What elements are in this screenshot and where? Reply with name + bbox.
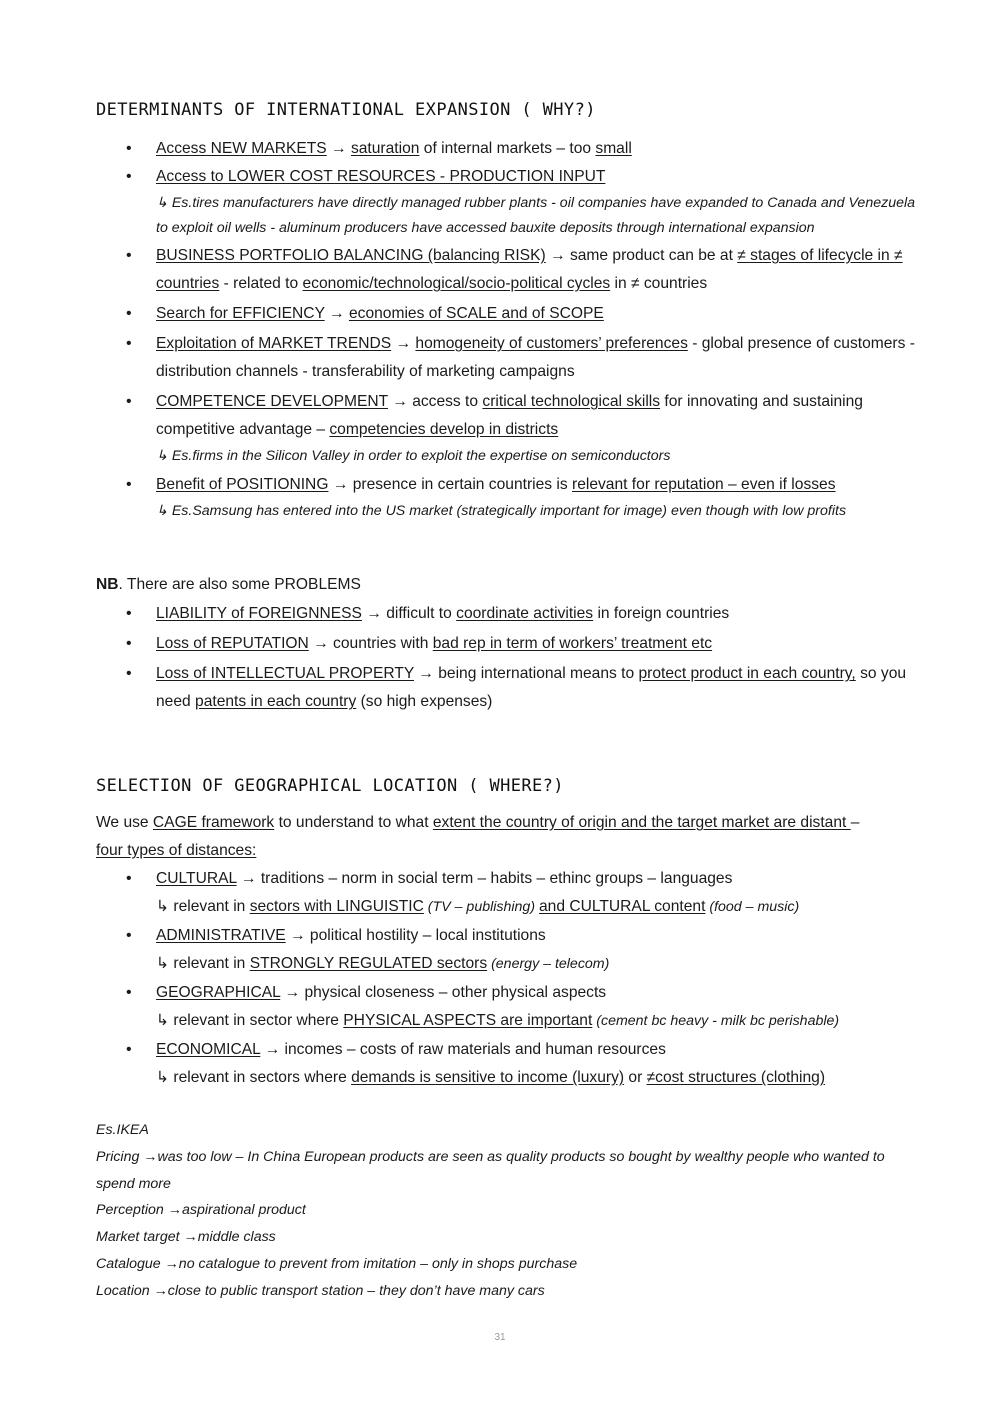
cage-list (96, 865, 916, 1092)
list-item: • Exploitation of MARKET TRENDS → homogeneity of customers’ preferences - global presence of customers - distribution channels - transferability of marketing campaigns (96, 330, 916, 386)
section-heading-where: SELECTION OF GEOGRAPHICAL LOCATION ( WHERE?) (96, 776, 564, 796)
list-item: • Access NEW MARKETS → saturation of internal markets – too small (96, 135, 916, 163)
list-item: • BUSINESS PORTFOLIO BALANCING (balancing RISK) → same product can be at ≠ stages of lifecycle in ≠ countries - related to economic/technological/socio-political cycles in ≠ countries (96, 242, 916, 298)
page-number: 31 (494, 1332, 506, 1343)
list-item: • Loss of REPUTATION → countries with bad rep in term of workers’ treatment etc (96, 630, 916, 658)
list-item: • COMPETENCE DEVELOPMENT → access to critical technological skills for innovating and sustaining competitive advantage – competencies develop in districts ↳ Es.firms in the Silicon Valley in order to exploit the expertise on semiconductors (96, 388, 916, 469)
relevance-line: ↳ relevant in sectors with LINGUISTIC (TV – publishing) and CULTURAL content (food – music) (156, 898, 800, 915)
list-item: • ECONOMICAL → incomes – costs of raw materials and human resources ↳ relevant in sectors where demands is sensitive to income (luxury) or ≠cost structures (clothing) (96, 1036, 916, 1092)
relevance-line: ↳ relevant in STRONGLY REGULATED sectors (energy – telecom) (156, 955, 610, 972)
list-item: • Search for EFFICIENCY → economies of SCALE and of SCOPE (96, 300, 916, 328)
determinants-list (96, 135, 916, 523)
list-item: • GEOGRAPHICAL → physical closeness – other physical aspects ↳ relevant in sector where PHYSICAL ASPECTS are important (cement bc heavy - milk bc perishable) (96, 979, 916, 1035)
ikea-line: Perception →aspirational product (96, 1202, 306, 1219)
list-item: • Access to LOWER COST RESOURCES - PRODUCTION INPUT ↳ Es.tires manufacturers have directly managed rubber plants - oil companies have expanded to Canada and Venezuela to exploit oil wells - aluminum producers have accessed bauxite deposits through international expansion (96, 163, 916, 240)
relevance-line: ↳ relevant in sector where PHYSICAL ASPECTS are important (cement bc heavy - milk bc perishable) (156, 1012, 840, 1029)
example-note: ↳ Es.Samsung has entered into the US market (strategically important for image) even though with low profits (156, 502, 847, 519)
ikea-line: Catalogue →no catalogue to prevent from imitation – only in shops purchase (96, 1255, 578, 1272)
ikea-example (96, 1117, 896, 1305)
section-heading-why: DETERMINANTS OF INTERNATIONAL EXPANSION ( WHY?) (96, 100, 596, 120)
relevance-line: ↳ relevant in sectors where demands is sensitive to income (luxury) or ≠cost structures (clothing) (156, 1069, 826, 1086)
ikea-line: Location →close to public transport station – they don’t have many cars (96, 1282, 545, 1299)
list-item: • CULTURAL → traditions – norm in social term – habits – ethinc groups – languages ↳ relevant in sectors with LINGUISTIC (TV – publishing) and CULTURAL content (food – music) (96, 865, 916, 921)
problems-list (96, 600, 916, 716)
list-item: • ADMINISTRATIVE → political hostility – local institutions ↳ relevant in STRONGLY REGULATED sectors (energy – telecom) (96, 922, 916, 978)
ikea-line: Market target →middle class (96, 1229, 276, 1246)
example-note: ↳ Es.firms in the Silicon Valley in order to exploit the expertise on semiconductors (156, 448, 671, 464)
list-item: • Loss of INTELLECTUAL PROPERTY → being international means to protect product in each country, so you need patents in each country (so high expenses) (96, 660, 916, 716)
list-item: • Benefit of POSITIONING → presence in certain countries is relevant for reputation – even if losses ↳ Es.Samsung has entered into the US market (strategically important for image) even though with low profits (96, 471, 916, 524)
cage-intro: We use CAGE framework to understand to what extent the country of origin and the target market are distant – four types of distances: (96, 814, 860, 859)
example-note: ↳ Es.tires manufacturers have directly managed rubber plants - oil companies have expanded to Canada and Venezuela to exploit oil wells - aluminum producers have accessed bauxite deposits through international expansion (156, 195, 916, 236)
nb-paragraph: NB. There are also some PROBLEMS (96, 576, 361, 593)
list-item: • LIABILITY of FOREIGNNESS → difficult to coordinate activities in foreign countries (96, 600, 916, 628)
ikea-title: Es.IKEA (96, 1122, 149, 1138)
ikea-line: Pricing →was too low – In China European products are seen as quality products so bought by wealthy people who wanted to spend more (96, 1148, 885, 1192)
